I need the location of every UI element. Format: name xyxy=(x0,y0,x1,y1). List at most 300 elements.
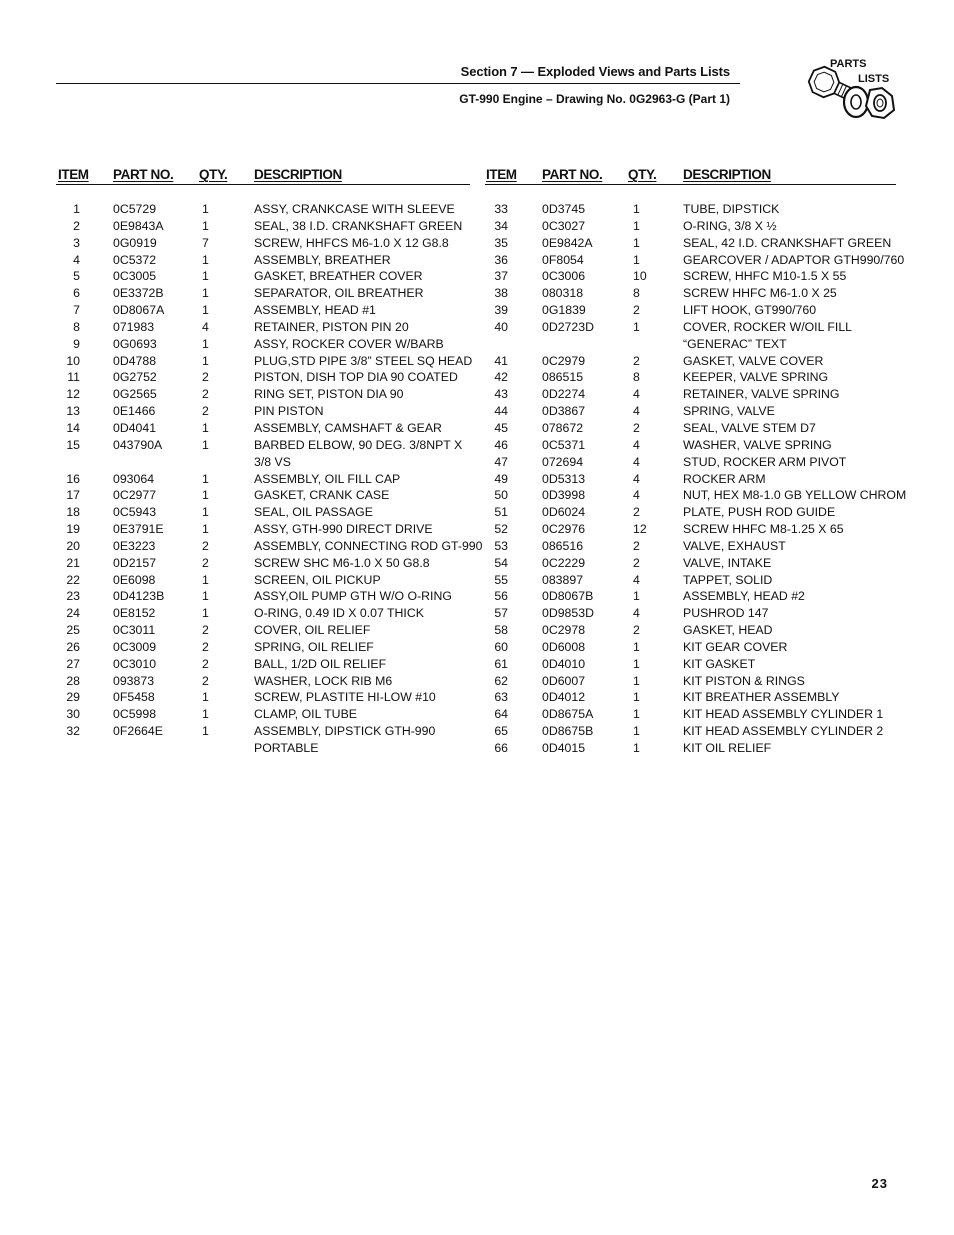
table-row xyxy=(485,707,896,724)
part-number: 0F5458 xyxy=(113,690,155,705)
table-row xyxy=(485,303,896,320)
table-row xyxy=(56,606,470,623)
table-row xyxy=(485,657,896,674)
description: ASSEMBLY, OIL FILL CAP xyxy=(254,471,401,486)
part-number: 071983 xyxy=(113,319,155,334)
quantity: 1 xyxy=(202,202,209,216)
description: SPRING, OIL RELIEF xyxy=(254,639,374,654)
part-number: 0C5943 xyxy=(113,505,157,520)
item-number: 51 xyxy=(494,505,508,520)
description: “GENERAC” TEXT xyxy=(683,336,787,351)
description: PLUG,STD PIPE 3/8” STEEL SQ HEAD xyxy=(254,353,473,368)
quantity: 1 xyxy=(202,420,209,435)
header-qty: QTY. xyxy=(628,167,657,182)
table-row xyxy=(56,623,470,640)
description: 3/8 VS xyxy=(254,454,291,469)
item-number: 22 xyxy=(66,572,80,587)
item-number: 38 xyxy=(494,286,508,301)
quantity: 1 xyxy=(202,437,209,452)
quantity: 2 xyxy=(633,303,640,318)
part-number: 0G2565 xyxy=(113,387,157,402)
description: ASSY, CRANKCASE WITH SLEEVE xyxy=(254,202,455,216)
description: SCREW HHFC M8-1.25 X 65 xyxy=(683,522,844,537)
table-row xyxy=(485,589,896,606)
parts-lists-logo xyxy=(800,56,900,128)
quantity: 1 xyxy=(633,690,640,705)
table-row xyxy=(485,202,896,219)
description: SEPARATOR, OIL BREATHER xyxy=(254,286,424,301)
description: ASSY, ROCKER COVER W/BARB xyxy=(254,336,444,351)
quantity: 1 xyxy=(202,572,209,587)
table-row xyxy=(56,556,470,573)
description: GEARCOVER / ADAPTOR GTH990/760 xyxy=(683,252,905,267)
description: ASSEMBLY, BREATHER xyxy=(254,252,391,267)
item-number: 6 xyxy=(73,286,80,301)
table-row xyxy=(56,657,470,674)
header-part-no: PART NO. xyxy=(542,167,603,182)
quantity: 2 xyxy=(633,505,640,520)
table-row xyxy=(485,640,896,657)
quantity: 1 xyxy=(202,353,209,368)
item-number: 50 xyxy=(494,488,508,503)
quantity: 1 xyxy=(202,589,209,604)
part-number: 0D6007 xyxy=(542,673,586,688)
table-row xyxy=(56,337,470,354)
part-number: 0E1466 xyxy=(113,404,156,419)
item-number: 19 xyxy=(66,522,80,537)
part-number: 0D8067B xyxy=(542,589,594,604)
table-row xyxy=(485,370,896,387)
quantity: 1 xyxy=(633,639,640,654)
quantity: 4 xyxy=(202,319,209,334)
part-number: 0D4012 xyxy=(542,690,586,705)
part-number: 0E3791E xyxy=(113,522,164,537)
quantity: 4 xyxy=(633,488,640,503)
quantity: 2 xyxy=(202,555,209,570)
table-row xyxy=(485,522,896,539)
description: ASSEMBLY, CONNECTING ROD GT-990 xyxy=(254,538,483,553)
item-number: 47 xyxy=(494,454,508,469)
part-number: 0E9842A xyxy=(542,235,593,250)
quantity: 1 xyxy=(633,656,640,671)
quantity: 1 xyxy=(202,488,209,503)
item-number: 10 xyxy=(66,353,80,368)
part-number: 0C2976 xyxy=(542,522,586,537)
table-header-left xyxy=(56,166,470,185)
table-row xyxy=(485,404,896,421)
description: PLATE, PUSH ROD GUIDE xyxy=(683,505,836,520)
part-number: 0C2979 xyxy=(542,353,586,368)
quantity: 2 xyxy=(202,639,209,654)
quantity: 1 xyxy=(202,690,209,705)
part-number: 0D4015 xyxy=(542,741,586,755)
part-number: 0C3027 xyxy=(542,218,586,233)
item-number: 53 xyxy=(494,538,508,553)
header-description: DESCRIPTION xyxy=(683,167,771,182)
table-row xyxy=(56,404,470,421)
table-row xyxy=(56,421,470,438)
logo-text-lists: LISTS xyxy=(858,73,890,85)
part-number: 0D4041 xyxy=(113,420,157,435)
item-number: 24 xyxy=(66,606,80,621)
item-number: 1 xyxy=(73,202,80,216)
table-row xyxy=(485,488,907,505)
item-number: 20 xyxy=(66,538,80,553)
item-number: 33 xyxy=(494,202,508,216)
item-number: 11 xyxy=(67,370,80,385)
parts-table-left xyxy=(56,166,483,758)
part-number: 0G2752 xyxy=(113,370,157,385)
item-number: 5 xyxy=(73,269,80,284)
part-number: 0D8675B xyxy=(542,724,594,739)
table-row xyxy=(485,724,896,741)
table-row xyxy=(56,202,470,219)
quantity: 1 xyxy=(633,741,640,755)
description: KIT OIL RELIEF xyxy=(683,741,772,755)
table-row xyxy=(485,421,896,438)
table-row xyxy=(56,674,470,691)
description: RING SET, PISTON DIA 90 xyxy=(254,387,404,402)
item-number: 23 xyxy=(66,589,80,604)
description: VALVE, EXHAUST xyxy=(683,538,786,553)
quantity: 1 xyxy=(633,202,640,216)
item-number: 58 xyxy=(494,623,508,638)
quantity: 1 xyxy=(633,235,640,250)
description: ASSEMBLY, HEAD #2 xyxy=(683,589,805,604)
item-number: 61 xyxy=(494,656,508,671)
table-row xyxy=(56,219,470,236)
table-row xyxy=(56,522,470,539)
table-row xyxy=(56,472,470,489)
table-row xyxy=(56,538,483,556)
table-row xyxy=(485,269,896,286)
quantity: 1 xyxy=(202,471,209,486)
item-number: 29 xyxy=(66,690,80,705)
part-number: 0C2978 xyxy=(542,623,586,638)
part-number: 0E8152 xyxy=(113,606,156,621)
quantity: 2 xyxy=(202,387,209,402)
description: PUSHROD 147 xyxy=(683,606,769,621)
description: KIT BREATHER ASSEMBLY xyxy=(683,690,840,705)
part-number: 0E3372B xyxy=(113,286,164,301)
description: WASHER, VALVE SPRING xyxy=(683,437,832,452)
table-row xyxy=(56,303,470,320)
part-number: 093064 xyxy=(113,471,155,486)
item-number: 37 xyxy=(494,269,508,284)
description: KIT HEAD ASSEMBLY CYLINDER 1 xyxy=(683,707,884,722)
quantity: 2 xyxy=(202,673,209,688)
description: ASSY,OIL PUMP GTH W/O O-RING xyxy=(254,589,452,604)
part-number: 0D4010 xyxy=(542,656,586,671)
table-row xyxy=(56,640,470,657)
table-row xyxy=(485,741,896,758)
logo-text-parts: PARTS xyxy=(830,58,867,70)
table-row xyxy=(56,253,470,270)
part-number: 0C5729 xyxy=(113,202,157,216)
part-number: 0D2723D xyxy=(542,319,594,334)
quantity: 1 xyxy=(202,606,209,621)
description: GASKET, VALVE COVER xyxy=(683,353,824,368)
table-row xyxy=(485,455,896,472)
page-number: 23 xyxy=(871,1176,888,1191)
table-row xyxy=(485,623,896,640)
item-number: 39 xyxy=(494,303,508,318)
quantity: 1 xyxy=(202,522,209,537)
item-number: 65 xyxy=(494,724,508,739)
part-number: 0D2274 xyxy=(542,387,586,402)
item-number: 17 xyxy=(66,488,80,503)
quantity: 2 xyxy=(633,555,640,570)
description: CLAMP, OIL TUBE xyxy=(254,707,357,722)
quantity: 1 xyxy=(202,724,209,739)
quantity: 1 xyxy=(202,707,209,722)
part-number: 086516 xyxy=(542,538,584,553)
description: RETAINER, VALVE SPRING xyxy=(683,387,840,402)
item-number: 57 xyxy=(494,606,508,621)
part-number: 0D6024 xyxy=(542,505,586,520)
description: PIN PISTON xyxy=(254,404,324,419)
quantity: 8 xyxy=(633,286,640,301)
item-number: 30 xyxy=(66,707,80,722)
part-number: 0C2977 xyxy=(113,488,157,503)
quantity: 1 xyxy=(633,707,640,722)
item-number: 66 xyxy=(494,741,508,755)
description: ASSEMBLY, DIPSTICK GTH-990 xyxy=(254,724,436,739)
item-number: 64 xyxy=(494,707,508,722)
part-number: 086515 xyxy=(542,370,584,385)
description: O-RING, 0.49 ID X 0.07 THICK xyxy=(254,606,424,621)
table-row xyxy=(56,455,470,472)
header-part-no: PART NO. xyxy=(113,167,174,182)
table-row xyxy=(56,589,470,606)
part-number: 0D9853D xyxy=(542,606,594,621)
item-number: 21 xyxy=(66,555,80,570)
item-number: 13 xyxy=(66,404,80,419)
quantity: 4 xyxy=(633,437,640,452)
table-row xyxy=(56,573,470,590)
header-item: ITEM xyxy=(486,167,517,182)
description: TUBE, DIPSTICK xyxy=(683,202,780,216)
quantity: 4 xyxy=(633,404,640,419)
table-row xyxy=(485,556,896,573)
item-number: 4 xyxy=(73,252,80,267)
part-number: 083897 xyxy=(542,572,584,587)
part-number: 093873 xyxy=(113,673,155,688)
quantity: 12 xyxy=(633,522,647,537)
part-number: 0D3998 xyxy=(542,488,586,503)
table-row xyxy=(485,387,896,404)
item-number: 62 xyxy=(494,673,508,688)
section-title: Section 7 — Exploded Views and Parts Lists xyxy=(460,64,730,79)
description: ASSEMBLY, HEAD #1 xyxy=(254,303,376,318)
description: BALL, 1/2D OIL RELIEF xyxy=(254,656,387,671)
description: SCREEN, OIL PICKUP xyxy=(254,572,381,587)
part-number: 0C2229 xyxy=(542,555,586,570)
quantity: 2 xyxy=(633,420,640,435)
item-number: 26 xyxy=(66,639,80,654)
item-number: 15 xyxy=(66,437,80,452)
item-number: 9 xyxy=(73,336,80,351)
table-row xyxy=(56,488,470,505)
description: SEAL, OIL PASSAGE xyxy=(254,505,373,520)
table-row xyxy=(56,387,470,404)
item-number: 25 xyxy=(66,623,80,638)
table-row xyxy=(485,472,896,489)
quantity: 2 xyxy=(633,623,640,638)
item-number: 12 xyxy=(66,387,80,402)
description: KEEPER, VALVE SPRING xyxy=(683,370,829,385)
quantity: 2 xyxy=(633,538,640,553)
quantity: 2 xyxy=(202,623,209,638)
quantity: 2 xyxy=(202,404,209,419)
description: KIT GEAR COVER xyxy=(683,639,788,654)
item-number: 16 xyxy=(66,471,80,486)
table-row xyxy=(56,724,470,741)
header-item: ITEM xyxy=(58,167,89,182)
part-number: 0D2157 xyxy=(113,555,157,570)
table-row xyxy=(485,337,896,354)
quantity: 8 xyxy=(633,370,640,385)
description: SCREW SHC M6-1.0 X 50 G8.8 xyxy=(254,555,430,570)
item-number: 35 xyxy=(494,235,508,250)
quantity: 1 xyxy=(202,336,209,351)
item-number: 7 xyxy=(73,303,80,318)
item-number: 18 xyxy=(66,505,80,520)
quantity: 4 xyxy=(633,387,640,402)
item-number: 43 xyxy=(494,387,508,402)
item-number: 3 xyxy=(73,235,80,250)
part-number: 0E9843A xyxy=(113,218,164,233)
item-number: 45 xyxy=(494,420,508,435)
description: STUD, ROCKER ARM PIVOT xyxy=(683,454,847,469)
quantity: 1 xyxy=(202,252,209,267)
description: SEAL, VALVE STEM D7 xyxy=(683,420,816,435)
header-qty: QTY. xyxy=(199,167,228,182)
quantity: 1 xyxy=(633,589,640,604)
item-number: 41 xyxy=(494,353,508,368)
part-number: 0E6098 xyxy=(113,572,156,587)
part-number: 072694 xyxy=(542,454,584,469)
quantity: 4 xyxy=(633,454,640,469)
quantity: 7 xyxy=(202,235,209,250)
table-row xyxy=(485,573,896,590)
item-number: 54 xyxy=(494,555,508,570)
quantity: 4 xyxy=(633,572,640,587)
table-row xyxy=(485,219,896,236)
description: SEAL, 38 I.D. CRANKSHAFT GREEN xyxy=(254,218,463,233)
item-number: 36 xyxy=(494,252,508,267)
header-divider xyxy=(56,83,740,84)
part-number: 078672 xyxy=(542,420,584,435)
quantity: 2 xyxy=(633,353,640,368)
table-row xyxy=(56,236,470,253)
item-number: 49 xyxy=(494,471,508,486)
description: SCREW, HHFCS M6-1.0 X 12 G8.8 xyxy=(254,235,449,250)
description: KIT PISTON & RINGS xyxy=(683,673,805,688)
part-number: 0C5998 xyxy=(113,707,157,722)
part-number: 0D3867 xyxy=(542,404,586,419)
item-number: 44 xyxy=(494,404,508,419)
part-number: 0C3010 xyxy=(113,656,157,671)
item-number: 42 xyxy=(494,370,508,385)
quantity: 2 xyxy=(202,370,209,385)
table-row xyxy=(485,690,896,707)
part-number: 0F2664E xyxy=(113,724,163,739)
item-number: 14 xyxy=(66,420,80,435)
description: SPRING, VALVE xyxy=(683,404,775,419)
part-number: 0C3006 xyxy=(542,269,586,284)
quantity: 4 xyxy=(633,471,640,486)
description: NUT, HEX M8-1.0 GB YELLOW CHROM xyxy=(683,488,907,503)
description: KIT HEAD ASSEMBLY CYLINDER 2 xyxy=(683,724,884,739)
part-number: 0D8067A xyxy=(113,303,165,318)
part-number: 0D4123B xyxy=(113,589,165,604)
quantity: 1 xyxy=(202,505,209,520)
table-row xyxy=(56,690,470,707)
table-header-right xyxy=(485,166,896,185)
item-number: 28 xyxy=(66,673,80,688)
description: WASHER, LOCK RIB M6 xyxy=(254,673,393,688)
table-row xyxy=(485,320,896,337)
table-row xyxy=(56,370,470,387)
item-number: 2 xyxy=(73,218,80,233)
part-number: 0E3223 xyxy=(113,538,156,553)
description: ASSY, GTH-990 DIRECT DRIVE xyxy=(254,522,433,537)
part-number: 0C5371 xyxy=(542,437,586,452)
item-number: 34 xyxy=(494,218,508,233)
header-description: DESCRIPTION xyxy=(254,167,342,182)
item-number: 56 xyxy=(494,589,508,604)
quantity: 1 xyxy=(633,252,640,267)
table-row xyxy=(56,269,470,286)
description: SEAL, 42 I.D. CRANKSHAFT GREEN xyxy=(683,235,892,250)
part-number: 0D6008 xyxy=(542,639,586,654)
part-number: 0C5372 xyxy=(113,252,157,267)
item-number: 55 xyxy=(494,572,508,587)
part-number: 043790A xyxy=(113,437,163,452)
part-number: 0D8675A xyxy=(542,707,594,722)
item-number: 52 xyxy=(494,522,508,537)
part-number: 0C3011 xyxy=(113,623,156,638)
quantity: 1 xyxy=(202,286,209,301)
description: ROCKER ARM xyxy=(683,471,766,486)
description: PORTABLE xyxy=(254,741,319,755)
description: O-RING, 3/8 X ½ xyxy=(683,218,777,233)
part-number: 080318 xyxy=(542,286,584,301)
table-row xyxy=(485,438,896,455)
item-number: 60 xyxy=(494,639,508,654)
quantity: 1 xyxy=(633,319,640,334)
table-row xyxy=(56,707,470,724)
item-number: 46 xyxy=(494,437,508,452)
table-row xyxy=(485,674,896,691)
table-row xyxy=(485,236,896,253)
description: PISTON, DISH TOP DIA 90 COATED xyxy=(254,370,458,385)
description: LIFT HOOK, GT990/760 xyxy=(683,303,817,318)
table-body-right xyxy=(485,202,907,758)
part-number: 0D5313 xyxy=(542,471,586,486)
description: SCREW, HHFC M10-1.5 X 55 xyxy=(683,269,847,284)
item-number: 27 xyxy=(66,656,80,671)
part-number: 0D3745 xyxy=(542,202,586,216)
quantity: 1 xyxy=(633,724,640,739)
description: SCREW HHFC M6-1.0 X 25 xyxy=(683,286,837,301)
item-number: 40 xyxy=(494,319,508,334)
description: COVER, ROCKER W/OIL FILL xyxy=(683,319,852,334)
quantity: 1 xyxy=(202,303,209,318)
part-number: 0D4788 xyxy=(113,353,157,368)
quantity: 4 xyxy=(633,606,640,621)
